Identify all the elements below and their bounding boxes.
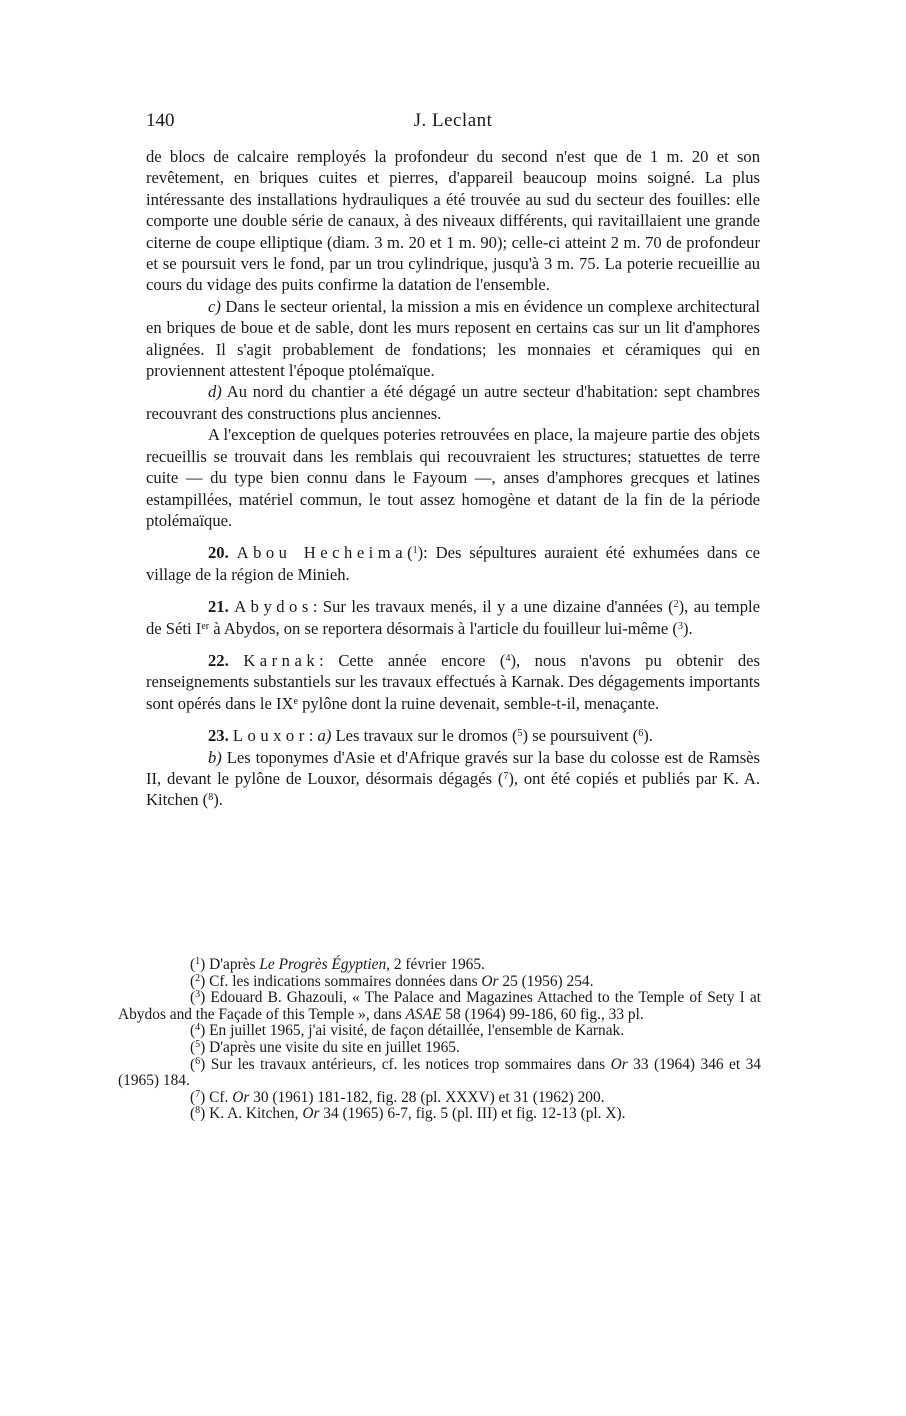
section-text: Les travaux sur le dromos ( [331, 726, 518, 746]
site-name: Karnak [243, 650, 320, 670]
section-number: 21. [208, 597, 229, 617]
section-text: ), ont été copiés et publiés par K. A. Kitchen ( [146, 768, 760, 810]
footnote-mark: 3 [195, 989, 201, 1001]
footnote-text: Edouard B. Ghazouli, « The Palace and Magazines Attached to the Temple of Sety I at Abydos and the Façade of this Temple », dans [118, 989, 761, 1023]
footnote-7: ($^7$) Cf. Or 30 (1961) 181-182, fig. 28 (pl. XXXV) et 31 (1962) 200. [190, 1088, 605, 1106]
section-text: Les toponymes d'Asie et d'Afrique gravés sur la base du colosse est de Ramsès II, devant le pylône de Louxor, désormais dégagés ( [146, 747, 760, 788]
body-text [146, 146, 760, 811]
paragraph-objects: A l'exception de quelques poteries retrouvées en place, la majeure partie des objets recueillis se trouvait dans les remblais qui recouvraient les structures; statuettes de terre cuite — du type bien connu dans le Fayoum —, anses d'amphores grecques et latines estampillées, matériel commun, le tout assez homogène et datant de la fin de la période ptolémaïque. [146, 425, 760, 530]
footnote-text: 2 février 1965. [390, 956, 485, 973]
footnote-text: K. A. Kitchen, [205, 1105, 303, 1123]
footnote-ref: 8 [208, 792, 214, 804]
footnote-ref: 5 [517, 728, 523, 740]
section-number: 22. [208, 650, 229, 670]
section-23-b [146, 747, 760, 811]
section-text: : Cette année encore ( [319, 650, 506, 670]
journal-abbrev: Or [481, 972, 499, 990]
section-text: ) se poursuivent ( [522, 726, 639, 746]
paragraph-c [146, 296, 760, 382]
site-name: Abou Hecheima [236, 543, 408, 563]
footnote-text: 58 (1964) 99-186, 60 fig., 33 pl. [441, 1005, 644, 1023]
footnote-text: En juillet 1965, j'ai visité, de façon détaillée, l'ensemble de Karnak. [205, 1022, 625, 1040]
footnote-text: Cf. [205, 1088, 233, 1106]
footnote-mark: 8 [195, 1105, 201, 1117]
footnote-text: Sur les travaux antérieurs, cf. les notices trop sommaires dans [205, 1055, 611, 1073]
site-name: Abydos [234, 597, 313, 617]
footnote-title: Le Progrès Égyptien, [259, 956, 390, 973]
footnote-mark: 1 [195, 956, 201, 967]
footnote-text: 25 (1956) 254. [498, 972, 594, 990]
footnote-mark: 4 [195, 1022, 201, 1034]
section-text: à Abydos, on se reportera désormais à l'article du fouilleur lui-même ( [209, 618, 678, 638]
item-label-b: b) [208, 747, 222, 767]
running-head: J. Leclant [413, 110, 493, 131]
item-label-c: c) [208, 296, 221, 316]
footnote-text: Cf. les indications sommaires données dans [205, 972, 482, 990]
footnote-mark: 6 [195, 1055, 201, 1067]
journal-abbrev: Or [232, 1088, 250, 1106]
footnote-2: ($^2$) Cf. les indications sommaires données dans Or 25 (1956) 254. [190, 972, 594, 990]
section-text: pylône dont la ruine devenait, semble-t-il, menaçante. [297, 693, 660, 713]
footnote-4: ($^4$) En juillet 1965, j'ai visité, de façon détaillée, l'ensemble de Karnak. [190, 1022, 625, 1040]
footnote-text: 33 (1964) 346 et 34 (1965) 184. [118, 1055, 761, 1090]
page-header [146, 110, 760, 134]
paragraph-d-text: Au nord du chantier a été dégagé un autre secteur d'habitation: sept chambres recouvrant des constructions plus anciennes. [146, 382, 760, 423]
paragraph-d [146, 381, 760, 424]
item-label-d: d) [208, 382, 222, 402]
section-20: 20. Abou Hecheima($^1$): Des sépultures auraient été exhumées dans ce village de la région de Minieh. [146, 543, 761, 584]
site-name: Louxor [232, 726, 309, 746]
section-text: ). [682, 618, 693, 638]
footnote-text: D'après une visite du site en juillet 1965. [205, 1038, 460, 1056]
section-text: ). [643, 726, 653, 746]
footnotes [118, 957, 761, 1123]
footnote-6: ($^6$) Sur les travaux antérieurs, cf. les notices trop sommaires dans Or 33 (1964) 346 et 34 (1965) 184. [118, 1055, 761, 1090]
ordinal-superscript: e [293, 695, 298, 707]
section-text: ), au temple de Séti I [146, 597, 760, 638]
section-text: ). [213, 790, 223, 810]
section-number: 20. [208, 543, 229, 563]
footnote-ref: 6 [638, 728, 644, 740]
footnote-text: 30 (1961) 181-182, fig. 28 (pl. XXXV) et 31 (1962) 200. [249, 1088, 605, 1106]
footnote-ref: 7 [503, 770, 509, 782]
footnote-mark: 5 [195, 1038, 201, 1050]
paragraph-c-text: Dans le secteur oriental, la mission a mis en évidence un complexe architectural en briques de boue et de sable, dont les murs reposent en certains cas sur un lit d'amphores alignées. Il s'agit probablement de fondations; les monnaies et céramiques qui en proviennent attestent l'époque ptolémaïque. [146, 296, 760, 381]
section-number: 23. [208, 726, 229, 746]
footnote-8: ($^8$) K. A. Kitchen, Or 34 (1965) 6-7, fig. 5 (pl. III) et fig. 12-13 (pl. X). [190, 1105, 626, 1123]
footnote-ref: 3 [677, 620, 683, 632]
footnote-mark: 7 [195, 1088, 201, 1100]
ordinal-superscript: er [201, 620, 210, 632]
footnote-text: 34 (1965) 6-7, fig. 5 (pl. III) et fig. 12-13 (pl. X). [319, 1105, 626, 1123]
paragraph-continuation: de blocs de calcaire remployés la profondeur du second n'est que de 1 m. 20 et son revêtement, en briques cuites et pierres, d'appareil beaucoup moins soigné. La plus intéressante des installations hydrauliques a été trouvée au sud du secteur des fouilles: elle comporte une double série de canaux, à des niveaux différents, qui ravitaillaient une grande citerne de coupe elliptique (diam. 3 m. 20 et 1 m. 90); celle-ci atteint 2 m. 70 de profondeur et se poursuit vers le fond, par un trou cylindrique, jusqu'à 3 m. 75. La poterie recueillie au cours du vidage des puits confirme la datation de l'ensemble. [146, 147, 760, 295]
section-22 [146, 650, 760, 714]
footnote-mark: 2 [195, 972, 201, 984]
journal-abbrev: Or [610, 1055, 628, 1073]
footnote-ref: 1 [412, 545, 418, 557]
journal-abbrev: ASAE [405, 1005, 442, 1023]
footnote-3: ($^3$) Edouard B. Ghazouli, « The Palace and Magazines Attached to the Temple of Sety I at Abydos and the Façade of this Temple », dans ASAE 58 (1964) 99-186, 60 fig., 33 pl. [118, 989, 761, 1023]
page-number: 140 [146, 110, 175, 131]
footnote-text: D'après [205, 956, 260, 973]
section-text: ), nous n'avons pu obtenir des renseignements substantiels sur les travaux effectués à Karnak. Des dégagements importants sont opérés dans le IX [146, 650, 760, 713]
section-23: 23. Louxor: a) Les travaux sur le dromos ($^5$) se poursuivent ($^6$). [208, 726, 653, 746]
footnote-ref: 4 [505, 652, 511, 664]
footnote-1: ($^1$) D'après Le Progrès Égyptien, 2 février 1965. [190, 956, 485, 973]
journal-abbrev: Or [302, 1105, 320, 1123]
section-21 [146, 596, 760, 639]
section-text: : Sur les travaux menés, il y a une dizaine d'années ( [312, 597, 674, 617]
footnote-5: ($^5$) D'après une visite du site en juillet 1965. [190, 1038, 460, 1056]
section-text: : Des sépultures auraient été exhumées dans ce village de la région de Minieh. [146, 543, 761, 584]
footnote-ref: 2 [673, 599, 679, 611]
item-label-a: a) [317, 726, 332, 746]
